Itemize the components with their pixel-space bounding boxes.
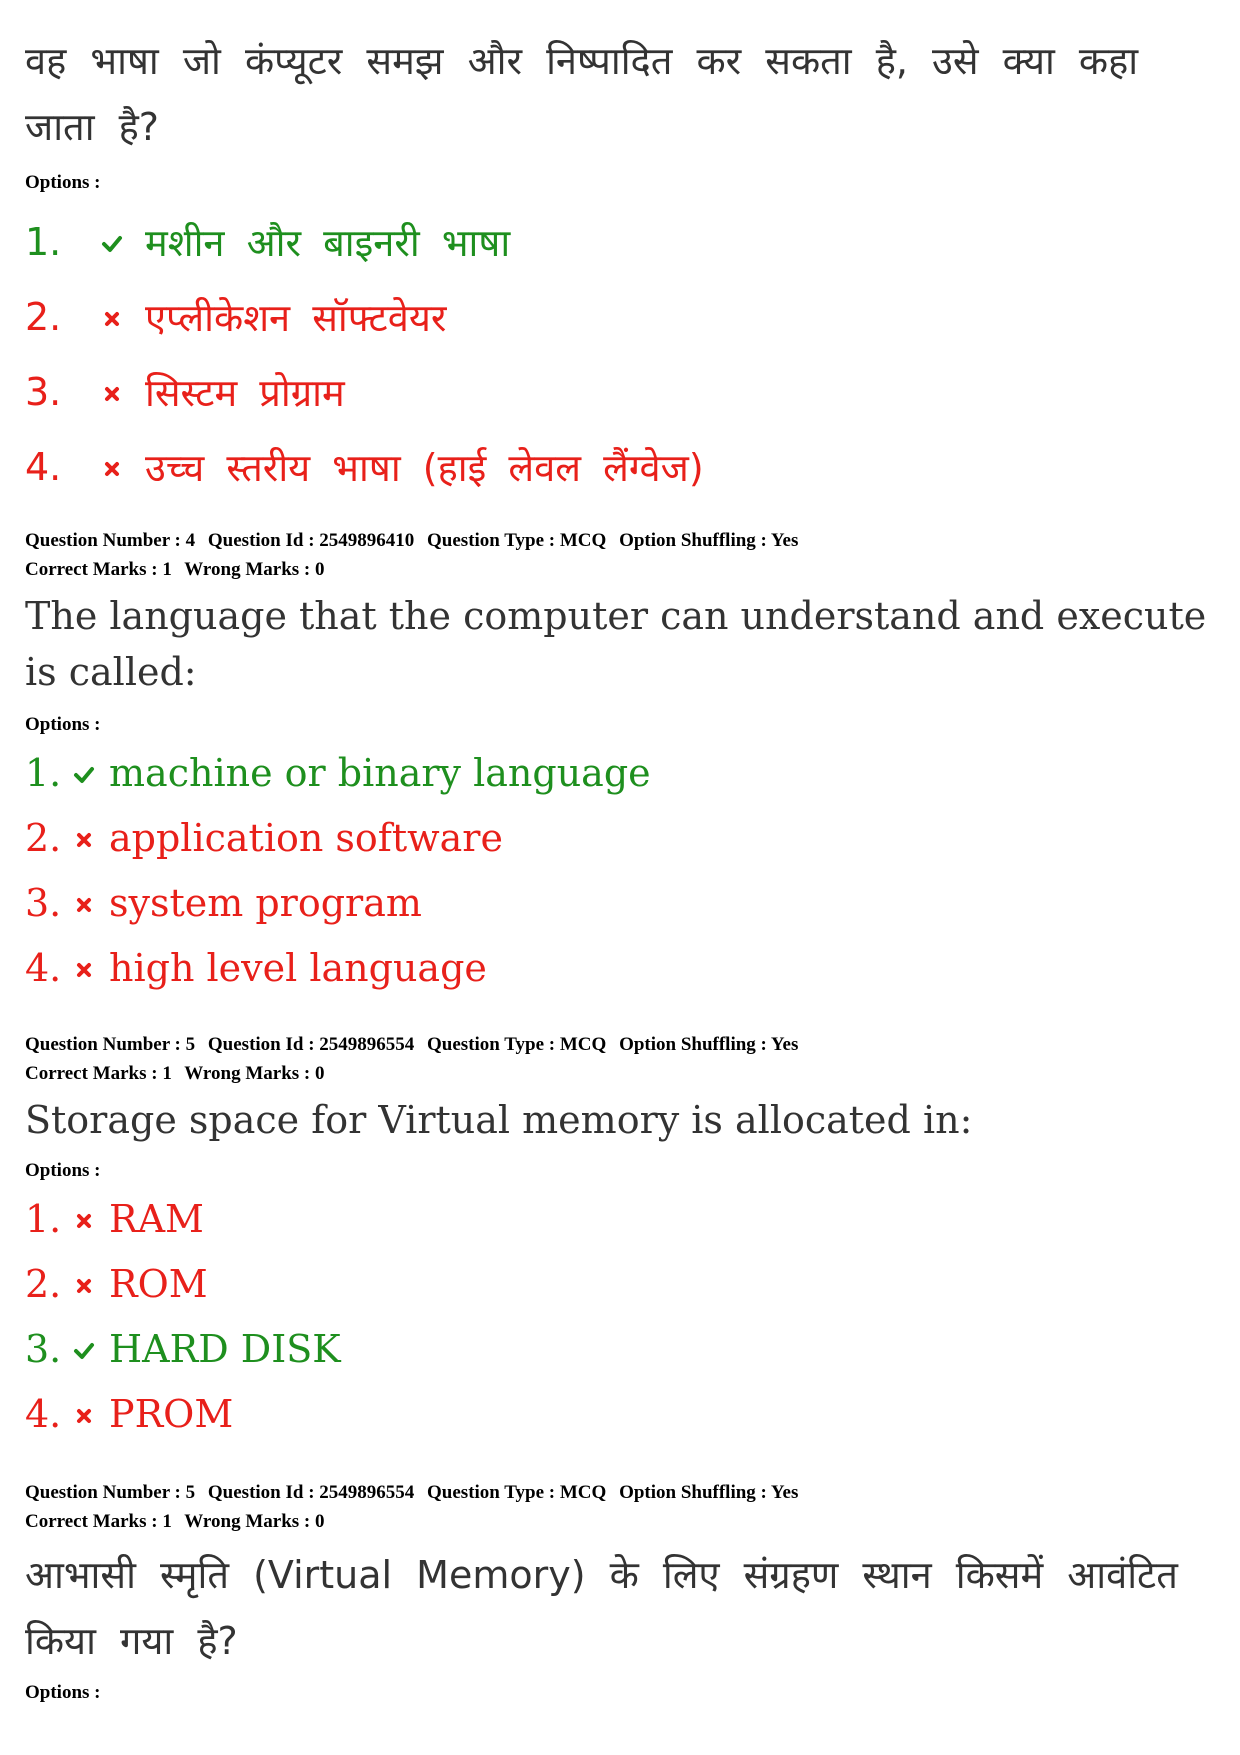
option-3 — [25, 870, 1215, 935]
option-text: high level language — [109, 945, 487, 990]
question-text: वह भाषा जो कंप्यूटर समझ और निष्पादित कर सकता है, उसे क्या कहा जाता है? — [25, 39, 1139, 149]
question-number: Question Number : 4 — [25, 530, 196, 551]
cross-icon — [101, 458, 123, 480]
option-4 — [25, 429, 1215, 504]
option-number: 3. — [25, 880, 62, 925]
options-label: Options : — [25, 1160, 101, 1181]
question-id: Question Id : 2549896410 — [207, 530, 415, 551]
question-meta-line-2 — [25, 555, 1215, 584]
option-text: application software — [109, 815, 503, 860]
question-type: Question Type : MCQ — [427, 1482, 607, 1503]
cross-icon — [73, 829, 95, 851]
option-1 — [25, 1186, 1215, 1251]
check-icon — [101, 233, 123, 255]
question-id: Question Id : 2549896554 — [207, 1034, 415, 1055]
question-meta-line-1 — [25, 1478, 1215, 1507]
wrong-marks: Wrong Marks : 0 — [184, 1063, 325, 1084]
option-text: PROM — [109, 1391, 234, 1436]
option-number: 4. — [25, 444, 62, 489]
option-shuffling: Option Shuffling : Yes — [619, 1482, 799, 1503]
question-id: Question Id : 2549896554 — [207, 1482, 415, 1503]
question-block-5-hindi — [25, 1478, 1215, 1704]
question-text: आभासी स्मृति (Virtual Memory) के लिए संग्रहण स्थान किसमें आवंटित किया गया है? — [25, 1553, 1178, 1663]
option-2 — [25, 1251, 1215, 1316]
option-text: सिस्टम प्रोग्राम — [145, 370, 345, 415]
question-meta-line-1 — [25, 526, 1215, 555]
cross-icon — [101, 383, 123, 405]
option-2 — [25, 805, 1215, 870]
question-type: Question Type : MCQ — [427, 1034, 607, 1055]
option-3 — [25, 1316, 1215, 1381]
options-list — [25, 1186, 1215, 1446]
option-number: 4. — [25, 945, 62, 990]
correct-marks: Correct Marks : 1 — [25, 1063, 172, 1084]
options-label: Options : — [25, 1682, 101, 1703]
option-text: HARD DISK — [109, 1326, 341, 1371]
option-text: मशीन और बाइनरी भाषा — [145, 220, 511, 265]
option-text: system program — [109, 880, 422, 925]
option-number: 3. — [25, 1326, 62, 1371]
option-number: 2. — [25, 294, 62, 339]
options-label: Options : — [25, 714, 101, 735]
question-number: Question Number : 5 — [25, 1034, 196, 1055]
option-2 — [25, 279, 1215, 354]
question-block-4 — [25, 526, 1215, 1000]
wrong-marks: Wrong Marks : 0 — [184, 559, 325, 580]
cross-icon — [73, 1405, 95, 1427]
option-number: 1. — [25, 219, 62, 264]
question-meta-line-2 — [25, 1507, 1215, 1536]
option-text: machine or binary language — [109, 750, 651, 795]
options-label: Options : — [25, 172, 101, 193]
option-text: उच्च स्तरीय भाषा (हाई लेवल लैंग्वेज) — [145, 445, 704, 490]
option-text: RAM — [109, 1196, 204, 1241]
question-number: Question Number : 5 — [25, 1482, 196, 1503]
option-shuffling: Option Shuffling : Yes — [619, 530, 799, 551]
check-icon — [73, 764, 95, 786]
correct-marks: Correct Marks : 1 — [25, 559, 172, 580]
option-shuffling: Option Shuffling : Yes — [619, 1034, 799, 1055]
question-text: The language that the computer can understand and execute is called: — [25, 594, 1207, 694]
option-text: ROM — [109, 1261, 208, 1306]
option-number: 2. — [25, 1261, 62, 1306]
option-1 — [25, 740, 1215, 805]
correct-marks: Correct Marks : 1 — [25, 1511, 172, 1532]
option-4 — [25, 935, 1215, 1000]
cross-icon — [101, 308, 123, 330]
question-meta-line-2 — [25, 1059, 1215, 1088]
options-list — [25, 740, 1215, 1000]
option-number: 3. — [25, 369, 62, 414]
cross-icon — [73, 1210, 95, 1232]
option-number: 4. — [25, 1391, 62, 1436]
question-type: Question Type : MCQ — [427, 530, 607, 551]
cross-icon — [73, 1275, 95, 1297]
question-block-5-english — [25, 1030, 1215, 1446]
question-meta-line-1 — [25, 1030, 1215, 1059]
options-list — [25, 204, 1215, 504]
option-4 — [25, 1381, 1215, 1446]
option-text: एप्लीकेशन सॉफ्टवेयर — [145, 295, 447, 340]
check-icon — [73, 1340, 95, 1362]
option-1 — [25, 204, 1215, 279]
wrong-marks: Wrong Marks : 0 — [184, 1511, 325, 1532]
cross-icon — [73, 894, 95, 916]
option-3 — [25, 354, 1215, 429]
question-block-3-hindi — [25, 28, 1215, 504]
option-number: 1. — [25, 750, 62, 795]
option-number: 2. — [25, 815, 62, 860]
option-number: 1. — [25, 1196, 62, 1241]
question-text: Storage space for Virtual memory is allocated in: — [25, 1098, 973, 1142]
cross-icon — [73, 959, 95, 981]
